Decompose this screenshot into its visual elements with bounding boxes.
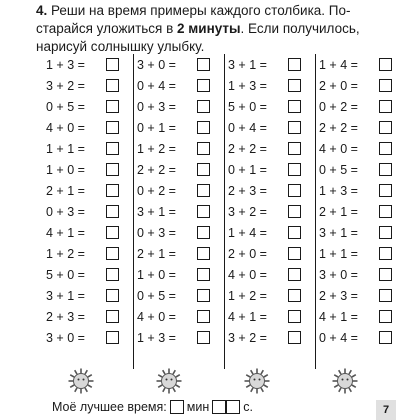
answer-box[interactable] <box>106 163 119 176</box>
equation-text: 0 + 2 = <box>319 99 358 114</box>
equation-text: 2 + 3 = <box>228 183 267 198</box>
equation-text: 1 + 2 = <box>228 288 267 303</box>
answer-box[interactable] <box>106 310 119 323</box>
equation-text: 1 + 0 = <box>137 267 176 282</box>
equation-text: 2 + 3 = <box>319 288 358 303</box>
equation-row <box>46 306 132 327</box>
equation-row <box>319 96 405 117</box>
equation-text: 3 + 0 = <box>137 57 176 72</box>
equation-row <box>228 54 314 75</box>
answer-box[interactable] <box>379 184 392 197</box>
answer-box[interactable] <box>379 163 392 176</box>
equation-row <box>319 327 405 348</box>
equation-text: 1 + 4 = <box>228 225 267 240</box>
column-divider <box>133 54 134 369</box>
answer-box[interactable] <box>288 163 301 176</box>
equation-row <box>319 138 405 159</box>
minutes-label: мин <box>186 400 210 414</box>
answer-box[interactable] <box>379 226 392 239</box>
answer-box[interactable] <box>197 310 210 323</box>
answer-box[interactable] <box>106 184 119 197</box>
equation-text: 1 + 1 = <box>46 141 85 156</box>
equation-row <box>46 222 132 243</box>
answer-box[interactable] <box>197 268 210 281</box>
answer-box[interactable] <box>379 289 392 302</box>
best-time-row <box>52 400 253 414</box>
equation-text: 1 + 4 = <box>319 57 358 72</box>
equation-row <box>46 117 132 138</box>
equation-row <box>228 96 314 117</box>
equation-row <box>228 306 314 327</box>
answer-box[interactable] <box>197 163 210 176</box>
answer-box[interactable] <box>197 58 210 71</box>
equation-text: 0 + 5 = <box>319 162 358 177</box>
seconds-box-2[interactable] <box>226 400 240 414</box>
exercise-column-4 <box>317 54 405 369</box>
equation-text: 0 + 4 = <box>228 120 267 135</box>
equation-text: 0 + 3 = <box>137 225 176 240</box>
answer-box[interactable] <box>288 79 301 92</box>
equation-text: 5 + 0 = <box>46 267 85 282</box>
equation-row <box>137 243 223 264</box>
answer-box[interactable] <box>379 310 392 323</box>
equation-row <box>228 201 314 222</box>
answer-box[interactable] <box>197 289 210 302</box>
equation-text: 0 + 3 = <box>137 99 176 114</box>
answer-box[interactable] <box>379 100 392 113</box>
equation-row <box>137 96 223 117</box>
answer-box[interactable] <box>106 289 119 302</box>
answer-box[interactable] <box>379 247 392 260</box>
equation-row <box>228 243 314 264</box>
equation-text: 0 + 4 = <box>137 78 176 93</box>
answer-box[interactable] <box>197 247 210 260</box>
answer-box[interactable] <box>379 142 392 155</box>
answer-box[interactable] <box>106 226 119 239</box>
answer-box[interactable] <box>197 79 210 92</box>
equation-text: 3 + 0 = <box>46 330 85 345</box>
equation-text: 0 + 5 = <box>46 99 85 114</box>
answer-box[interactable] <box>288 268 301 281</box>
equation-row <box>319 201 405 222</box>
answer-box[interactable] <box>288 142 301 155</box>
equation-text: 3 + 2 = <box>228 330 267 345</box>
answer-box[interactable] <box>106 331 119 344</box>
answer-box[interactable] <box>106 268 119 281</box>
answer-box[interactable] <box>288 205 301 218</box>
equation-text: 1 + 3 = <box>319 183 358 198</box>
equation-text: 3 + 0 = <box>319 267 358 282</box>
sun-icon[interactable] <box>68 368 94 394</box>
equation-row <box>319 117 405 138</box>
equation-text: 0 + 2 = <box>137 183 176 198</box>
equation-text: 2 + 2 = <box>319 120 358 135</box>
sun-icon[interactable] <box>332 368 358 394</box>
equation-row <box>319 222 405 243</box>
answer-box[interactable] <box>197 331 210 344</box>
equation-row <box>46 285 132 306</box>
answer-box[interactable] <box>379 58 392 71</box>
best-time-label: Моё лучшее время: <box>52 400 167 414</box>
equation-row <box>46 201 132 222</box>
answer-box[interactable] <box>106 247 119 260</box>
answer-box[interactable] <box>197 100 210 113</box>
equation-text: 1 + 3 = <box>228 78 267 93</box>
equation-row <box>137 75 223 96</box>
answer-box[interactable] <box>379 205 392 218</box>
equation-text: 1 + 2 = <box>137 141 176 156</box>
equation-text: 2 + 1 = <box>319 204 358 219</box>
equation-text: 0 + 1 = <box>137 120 176 135</box>
answer-box[interactable] <box>197 226 210 239</box>
answer-box[interactable] <box>288 58 301 71</box>
answer-box[interactable] <box>288 247 301 260</box>
equation-row <box>319 243 405 264</box>
task-number: 4. <box>36 3 48 18</box>
sun-icon[interactable] <box>244 368 270 394</box>
answer-box[interactable] <box>106 58 119 71</box>
equation-row <box>46 327 132 348</box>
equation-text: 3 + 2 = <box>46 78 85 93</box>
seconds-box-1[interactable] <box>212 400 226 414</box>
equation-row <box>228 222 314 243</box>
equation-row <box>137 222 223 243</box>
answer-box[interactable] <box>288 331 301 344</box>
column-divider <box>224 54 225 369</box>
equation-row <box>228 117 314 138</box>
equation-row <box>137 327 223 348</box>
answer-box[interactable] <box>379 268 392 281</box>
answer-box[interactable] <box>288 310 301 323</box>
equation-text: 0 + 3 = <box>46 204 85 219</box>
equation-text: 3 + 1 = <box>46 288 85 303</box>
equation-row <box>137 138 223 159</box>
answer-box[interactable] <box>106 142 119 155</box>
task-instruction <box>36 2 376 56</box>
answer-box[interactable] <box>106 205 119 218</box>
equation-text: 1 + 2 = <box>46 246 85 261</box>
answer-box[interactable] <box>197 205 210 218</box>
equation-text: 2 + 2 = <box>137 162 176 177</box>
equation-text: 3 + 1 = <box>137 204 176 219</box>
equation-text: 2 + 0 = <box>228 246 267 261</box>
equation-row <box>46 75 132 96</box>
equation-text: 1 + 0 = <box>46 162 85 177</box>
answer-box[interactable] <box>379 331 392 344</box>
equation-row <box>319 264 405 285</box>
sun-icon[interactable] <box>156 368 182 394</box>
equation-row <box>319 75 405 96</box>
equation-row <box>228 327 314 348</box>
equation-row <box>228 159 314 180</box>
equation-text: 2 + 1 = <box>46 183 85 198</box>
equation-text: 2 + 3 = <box>46 309 85 324</box>
equation-text: 0 + 4 = <box>319 330 358 345</box>
equation-text: 1 + 1 = <box>319 246 358 261</box>
task-time-highlight: 2 минуты <box>177 21 241 36</box>
task-text-after: . Если получилось, нарисуй солнышку улыбку. <box>36 21 360 54</box>
equation-text: 3 + 1 = <box>228 57 267 72</box>
equation-row <box>137 54 223 75</box>
equation-text: 3 + 1 = <box>319 225 358 240</box>
equation-row <box>137 201 223 222</box>
exercise-columns <box>44 54 405 369</box>
equation-row <box>46 159 132 180</box>
equation-text: 1 + 3 = <box>137 330 176 345</box>
equation-row <box>319 54 405 75</box>
answer-box[interactable] <box>197 142 210 155</box>
equation-row <box>137 285 223 306</box>
equation-row <box>46 138 132 159</box>
equation-text: 4 + 0 = <box>46 120 85 135</box>
answer-box[interactable] <box>106 79 119 92</box>
suns-row <box>44 368 384 394</box>
equation-row <box>46 96 132 117</box>
equation-text: 4 + 1 = <box>319 309 358 324</box>
seconds-label: с. <box>243 400 253 414</box>
equation-row <box>137 159 223 180</box>
equation-text: 4 + 1 = <box>228 309 267 324</box>
equation-row <box>46 54 132 75</box>
equation-text: 4 + 0 = <box>319 141 358 156</box>
equation-row <box>46 180 132 201</box>
answer-box[interactable] <box>379 79 392 92</box>
equation-text: 0 + 1 = <box>228 162 267 177</box>
minutes-box[interactable] <box>170 400 184 414</box>
exercise-column-1 <box>44 54 132 369</box>
answer-box[interactable] <box>288 289 301 302</box>
answer-box[interactable] <box>379 121 392 134</box>
equation-row <box>137 264 223 285</box>
equation-text: 5 + 0 = <box>228 99 267 114</box>
equation-text: 2 + 2 = <box>228 141 267 156</box>
equation-row <box>319 285 405 306</box>
equation-row <box>228 138 314 159</box>
exercise-column-2 <box>135 54 223 369</box>
answer-box[interactable] <box>106 100 119 113</box>
equation-text: 0 + 5 = <box>137 288 176 303</box>
answer-box[interactable] <box>288 121 301 134</box>
answer-box[interactable] <box>106 121 119 134</box>
equation-row <box>228 75 314 96</box>
equation-text: 2 + 0 = <box>319 78 358 93</box>
task-text-before: Реши на время примеры каждого столбика. По-старайся уложиться в <box>36 3 351 36</box>
equation-row <box>228 264 314 285</box>
equation-row <box>319 306 405 327</box>
equation-row <box>137 117 223 138</box>
equation-text: 3 + 2 = <box>228 204 267 219</box>
answer-box[interactable] <box>288 184 301 197</box>
equation-row <box>319 180 405 201</box>
equation-row <box>46 264 132 285</box>
answer-box[interactable] <box>288 226 301 239</box>
page-number: 7 <box>376 400 396 420</box>
answer-box[interactable] <box>288 100 301 113</box>
equation-row <box>319 159 405 180</box>
equation-text: 2 + 1 = <box>137 246 176 261</box>
equation-row <box>46 243 132 264</box>
equation-text: 4 + 0 = <box>137 309 176 324</box>
answer-box[interactable] <box>197 121 210 134</box>
exercise-column-3 <box>226 54 314 369</box>
equation-text: 4 + 0 = <box>228 267 267 282</box>
equation-row <box>137 180 223 201</box>
column-divider <box>315 54 316 369</box>
equation-row <box>228 180 314 201</box>
answer-box[interactable] <box>197 184 210 197</box>
equation-row <box>228 285 314 306</box>
equation-row <box>137 306 223 327</box>
equation-text: 1 + 3 = <box>46 57 85 72</box>
equation-text: 4 + 1 = <box>46 225 85 240</box>
